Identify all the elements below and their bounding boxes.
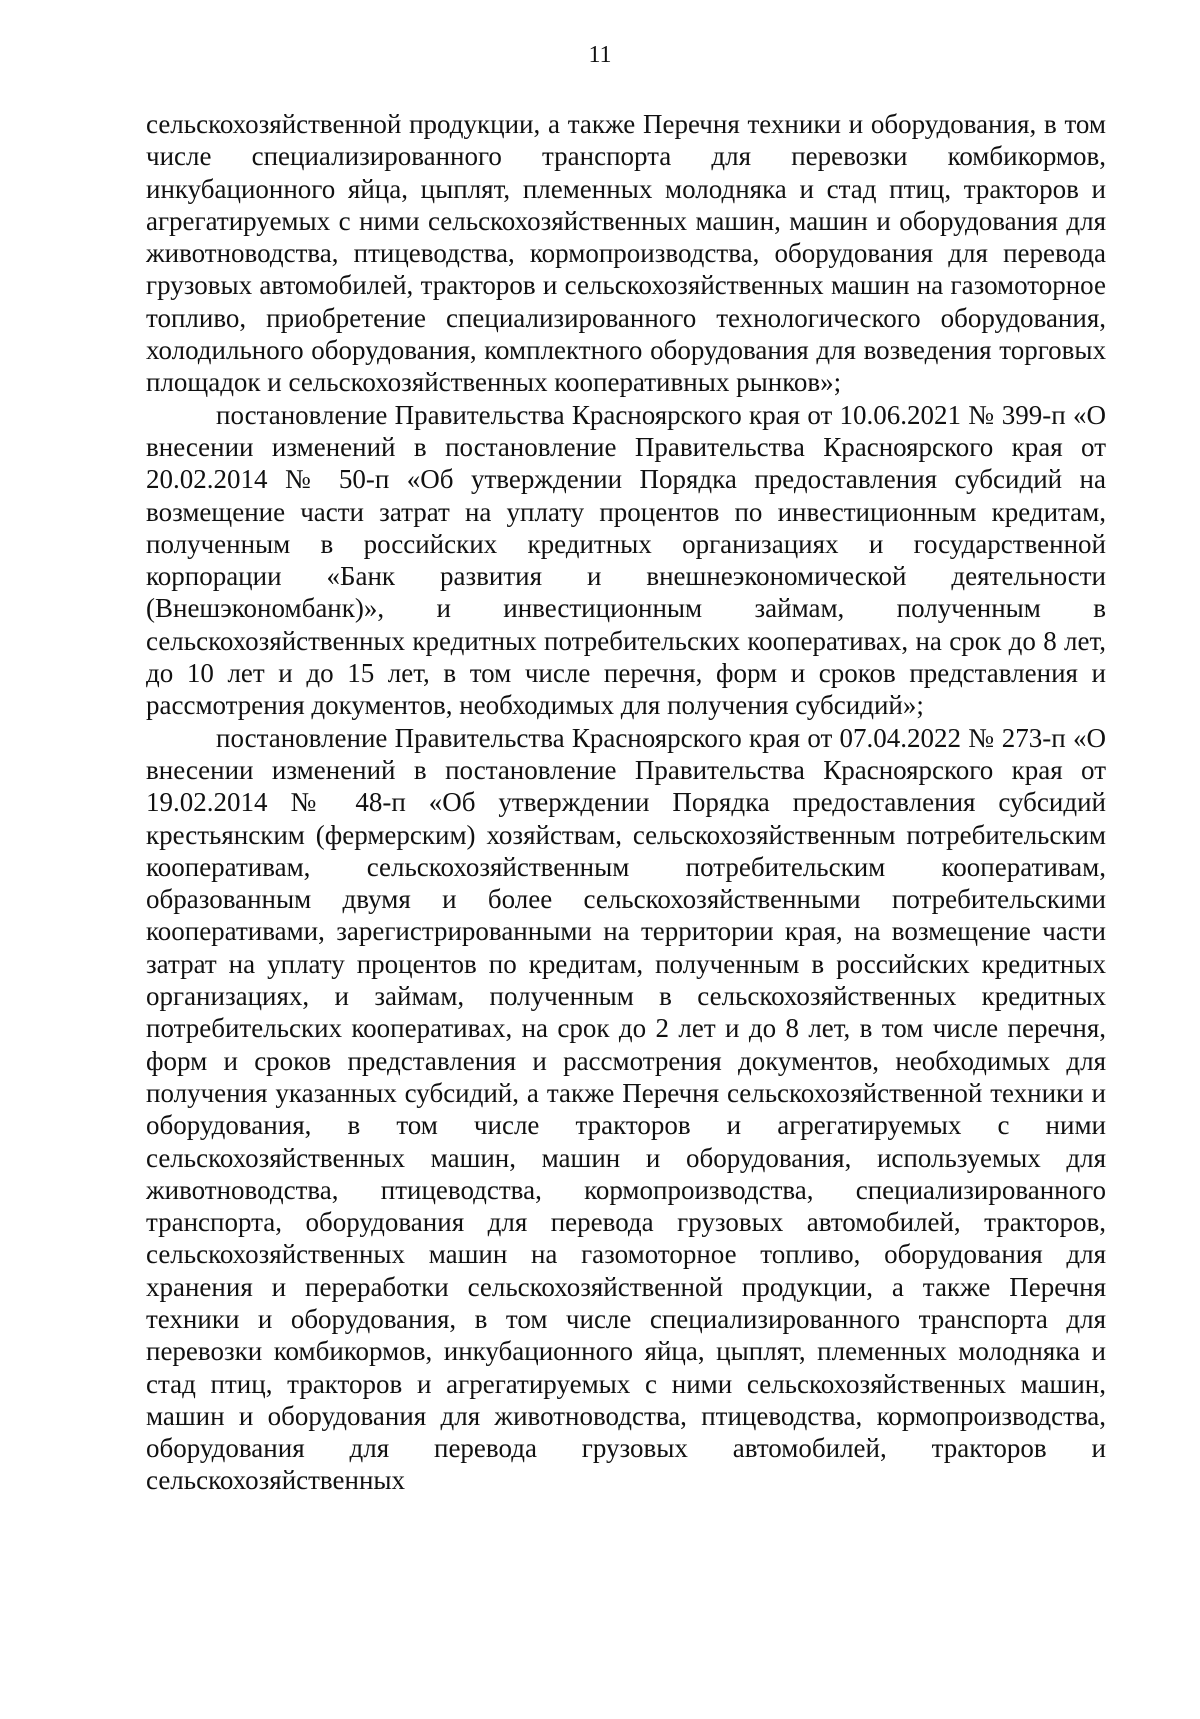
paragraph-continuation: сельскохозяйственной продукции, а также Перечня техники и оборудования, в том числе специализированного транспорта для перевозки комбикормов, инкубационного яйца, цыплят, племенных молодняка и стад птиц, тракторов и агрегатируемых с ними сельскохозяйственных машин, машин и оборудования для животноводства, птицеводства, кормопроизводства, оборудования для перевода грузовых автомобилей, тракторов и сельскохозяйственных машин на газомоторное топливо, приобретение специализированного технологического оборудования, холодильного оборудования, комплектного оборудования для возведения торговых площадок и сельскохозяйственных кооперативных рынков»;: [146, 109, 1106, 398]
page-number: 11: [588, 42, 612, 68]
paragraph-resolution-273p: постановление Правительства Красноярского края от 07.04.2022 № 273-п «О внесении изменений в постановление Правительства Красноярского края от 19.02.2014 № 48-п «Об утверждении Порядка предоставления субсидий крестьянским (фермерским) хозяйствам, сельскохозяйственным потребительским кооперативам, сельскохозяйственным потребительским кооперативам, образованным двумя и более сельскохозяйственными потребительскими кооперативами, зарегистрированными на территории края, на возмещение части затрат на уплату процентов по кредитам, полученным в российских кредитных организациях, и займам, полученным в сельскохозяйственных кредитных потребительских кооперативах, на срок до 2 лет и до 8 лет, в том числе перечня, форм и сроков представления и рассмотрения документов, необходимых для получения указанных субсидий, а также Перечня сельскохозяйственной техники и оборудования, в том числе тракторов и агрегатируемых с ними сельскохозяйственных машин, машин и оборудования, используемых для животноводства, птицеводства, кормопроизводства, специализированного транспорта, оборудования для перевода грузовых автомобилей, тракторов, сельскохозяйственных машин на газомоторное топливо, оборудования для хранения и переработки сельскохозяйственной продукции, а также Перечня техники и оборудования, в том числе специализированного транспорта для перевозки комбикормов, инкубационного яйца, цыплят, племенных молодняка и стад птиц, тракторов и агрегатируемых с ними сельскохозяйственных машин, машин и оборудования для животноводства, птицеводства, кормопроизводства, оборудования для перевода грузовых автомобилей, тракторов и сельскохозяйственных: [146, 722, 1106, 1496]
document-body: [146, 108, 1106, 1497]
paragraph-resolution-399p: постановление Правительства Красноярского края от 10.06.2021 № 399-п «О внесении изменений в постановление Правительства Красноярского края от 20.02.2014 № 50-п «Об утверждении Порядка предоставления субсидий на возмещение части затрат на уплату процентов по инвестиционным кредитам, полученным в российских кредитных организациях и государственной корпорации «Банк развития и внешнеэкономической деятельности (Внешэкономбанк)», и инвестиционным займам, полученным в сельскохозяйственных кредитных потребительских кооперативах, на срок до 8 лет, до 10 лет и до 15 лет, в том числе перечня, форм и сроков представления и рассмотрения документов, необходимых для получения субсидий»;: [146, 399, 1106, 721]
